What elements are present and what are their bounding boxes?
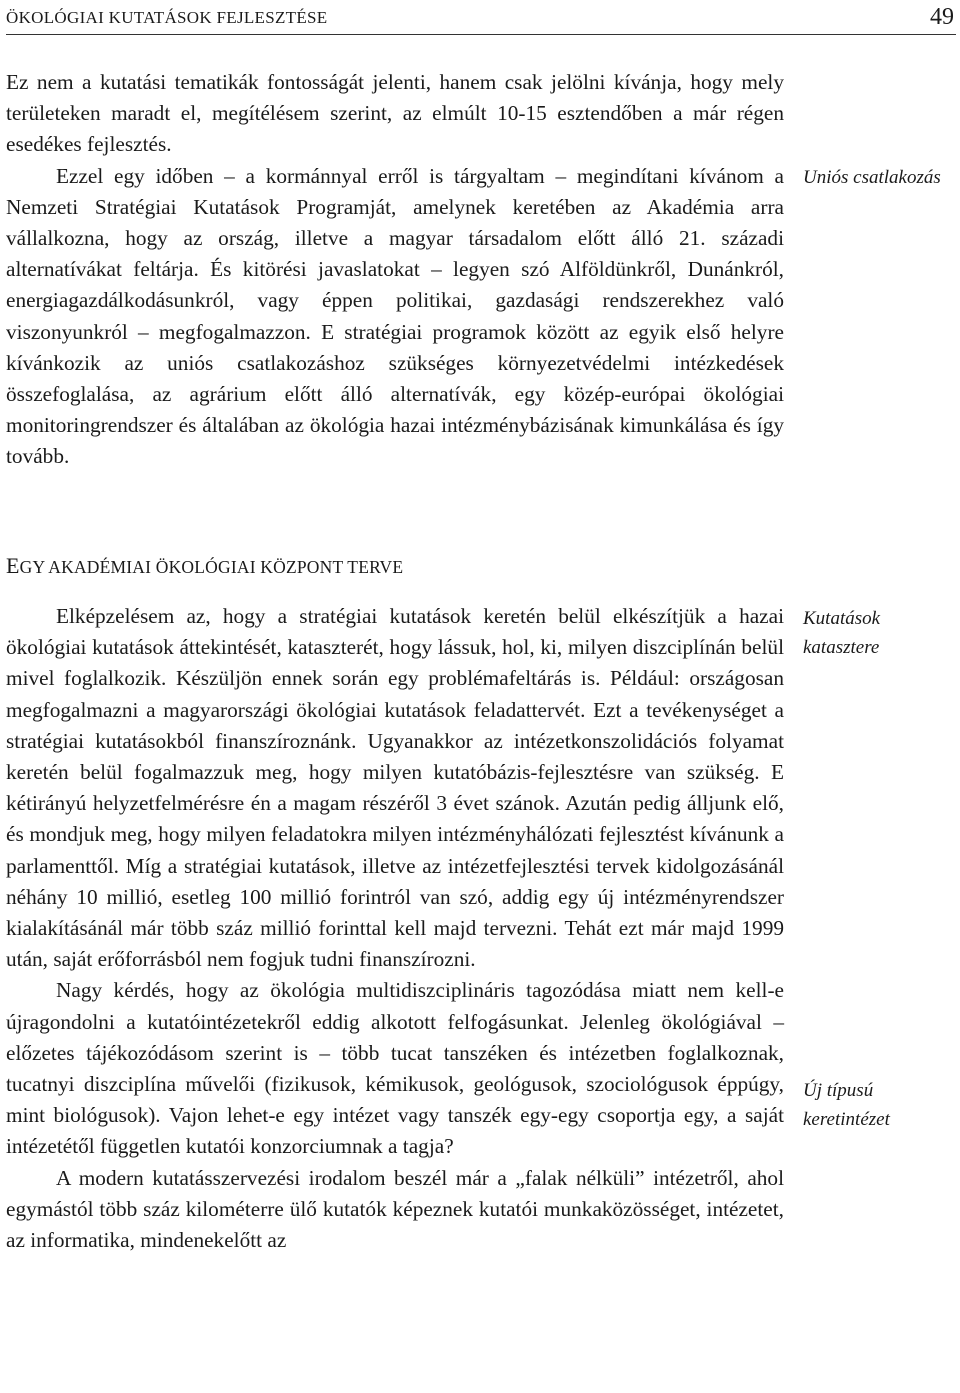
margin-note-unios-csatlakozas: Uniós csatlakozás	[803, 167, 941, 188]
running-header	[6, 6, 956, 35]
paragraph-5: A modern kutatásszervezési irodalom beszél már a „falak nélküli” intézetről, ahol egymástól több száz kilométerre ülő kutatók képeznek kutatói munkaközösséget, intézetet, az informatika, mindenekelőtt az	[6, 1165, 784, 1253]
running-title: ÖKOLÓGIAI KUTATÁSOK FEJLESZTÉSE	[6, 8, 328, 27]
section-heading	[6, 553, 403, 579]
margin-note-uj-tipusu-keretintezet: Új típusú keretintézet	[803, 1080, 890, 1130]
margin-note-kutatasok-katasztere: Kutatások katasztere	[803, 608, 881, 658]
page-number: 49	[930, 4, 954, 30]
top-text-block	[6, 67, 784, 473]
bottom-text-block	[6, 601, 784, 1256]
paragraph-1: Ez nem a kutatási tematikák fontosságát jelenti, hanem csak jelölni kívánja, hogy mely területeken maradt el, megítélésem szerint, az elmúlt 10-15 esztendőben a már régen esedékes fejlesztés.	[6, 70, 784, 157]
section-heading-rest: GY AKADÉMIAI ÖKOLÓGIAI KÖZPONT TERVE	[19, 557, 404, 577]
section-heading-initial: E	[6, 553, 20, 578]
paragraph-3: Elképzelésem az, hogy a stratégiai kutatások keretén belül elkészítjük a hazai ökológiai kutatások áttekintését, kataszterét, hogy lássuk, hol, ki, milyen diszciplínán belül mivel foglalkozik. Készüljön ennek során egy problémafeltárás is. Például: országosan megfogalmazni a magyarországi ökológiai kutatások feladattervét. Ezt a tevékenységet a stratégiai kutatásokból finanszíroznánk. Ugyanakkor az intézetkonszolidációs folyamat keretén belül fogalmazzuk meg, hogy milyen kutatóbázis-fejlesztésre van szükség. E kétirányú helyzetfelmérésre én a magam részéről 3 évet szánok. Azután pedig álljunk elő, és mondjuk meg, hogy milyen feladatokra milyen intézményhálózati fejlesztést kívánunk a parlamenttől. Míg a stratégiai kutatások, illetve az intézetfejlesztési tervek kidolgozásánál néhány 10 millió, esetleg 100 millió forintról van szó, addig egy új intézményrendszer kialakításánál már több száz millió forinttal kell majd tervezni. Tehát ezt már majd 1999 után, saját erőforrásból nem fogjuk tudni finanszírozni.	[6, 604, 784, 972]
paragraph-4: Nagy kérdés, hogy az ökológia multidiszciplináris tagozódása miatt nem kell-e újragondolni a kutatóintézetekről eddig alkotott felfogásunkat. Jelenleg ökológiával – előzetes tájékozódásom szerint is – több tucat tanszéken és intézetben foglalkoznak, tucatnyi diszciplína művelői (fizikusok, kémikusok, geológusok, szociológusok éppúgy, mint biológusok). Vajon lehet-e egy intézet vagy tanszék egy-egy csoportja egy, a saját intézetétől független kutatói konzorciumnak a tagja?	[6, 978, 784, 1159]
paragraph-2: Ezzel egy időben – a kormánnyal erről is tárgyaltam – megindítani kívánom a Nemzeti Stratégiai Kutatások Programját, amelynek keretében az Akadémia arra vállalkozna, hogy az ország, illetve a magyar társadalom előtt álló 21. századi alternatívákat feltárja. És kitörési javaslatokat – legyen szó Alföldünkről, Dunánkról, energiagazdálkodásunkról, vagy éppen politikai, gazdasági rendszerekhez való viszonyunkról – megfogalmazzon. E stratégiai programok között az egyik első helyre kívánkozik az uniós csatlakozáshoz szükséges környezetvédelmi intézkedések összefoglalása, az agrárium előtt álló alternatívák, egy közép-európai ökológiai monitoringrendszer és általában az ökológia hazai intézménybázisának kimunkálása és így tovább.	[6, 163, 784, 469]
